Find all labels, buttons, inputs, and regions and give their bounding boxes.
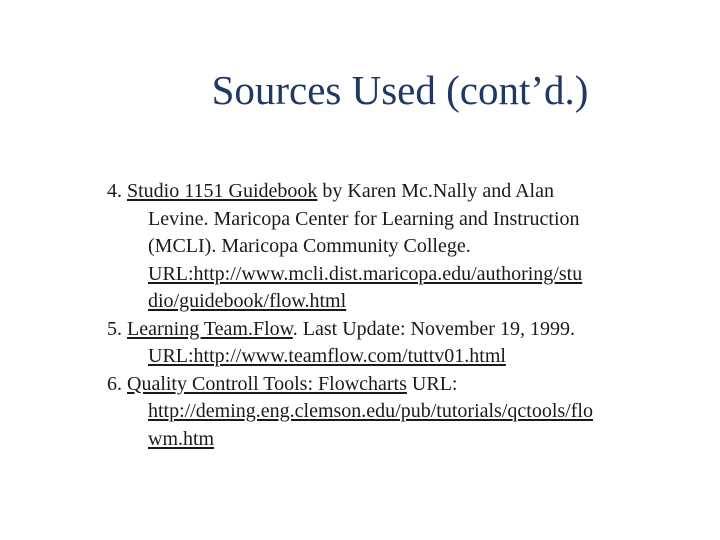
source-6-number: 6.: [107, 372, 122, 395]
source-6-url-label: URL:: [406, 372, 458, 395]
source-5-title-link[interactable]: Learning Team.Flow: [127, 317, 293, 340]
source-6-url-line-2[interactable]: [107, 426, 707, 454]
source-4-line-1: [107, 178, 707, 206]
source-4-url-line-2[interactable]: [107, 288, 707, 316]
source-4-url-line-1[interactable]: [107, 261, 707, 289]
source-6-title-link[interactable]: Quality Controll Tools: Flowcharts: [127, 372, 407, 395]
sources-list: [107, 178, 707, 453]
source-4-line-3: (MCLI). Maricopa Community College.: [148, 235, 471, 257]
source-5-line-1: [107, 316, 707, 344]
source-6-line-1: [107, 371, 707, 399]
source-5-url-link[interactable]: URL:http://www.teamflow.com/tuttv01.html: [148, 345, 506, 367]
source-6-url-line-1[interactable]: [107, 398, 707, 426]
source-4-line-2: Levine. Maricopa Center for Learning and Instruction: [148, 207, 580, 230]
source-4-url-link-part-2[interactable]: dio/guidebook/flow.html: [148, 290, 347, 312]
slide-title: Sources Used (cont’d.): [211, 67, 589, 113]
source-4-url-link-part-1[interactable]: URL:http://www.mcli.dist.maricopa.edu/authoring/stu: [148, 262, 583, 285]
source-6-url-link-part-2[interactable]: wm.htm: [148, 427, 215, 450]
source-6-url-link-part-1[interactable]: http://deming.eng.clemson.edu/pub/tutorials/qctools/flo: [148, 400, 593, 422]
source-4-authors: by Karen Mc.Nally and Alan: [322, 180, 554, 202]
source-4-number: 4.: [107, 180, 122, 202]
source-5-url-line[interactable]: [107, 343, 707, 371]
source-4-title-link[interactable]: Studio 1151 Guidebook: [127, 180, 318, 202]
source-5-update: . Last Update: November 19, 1999.: [292, 317, 575, 340]
source-5-number: 5.: [107, 317, 122, 340]
